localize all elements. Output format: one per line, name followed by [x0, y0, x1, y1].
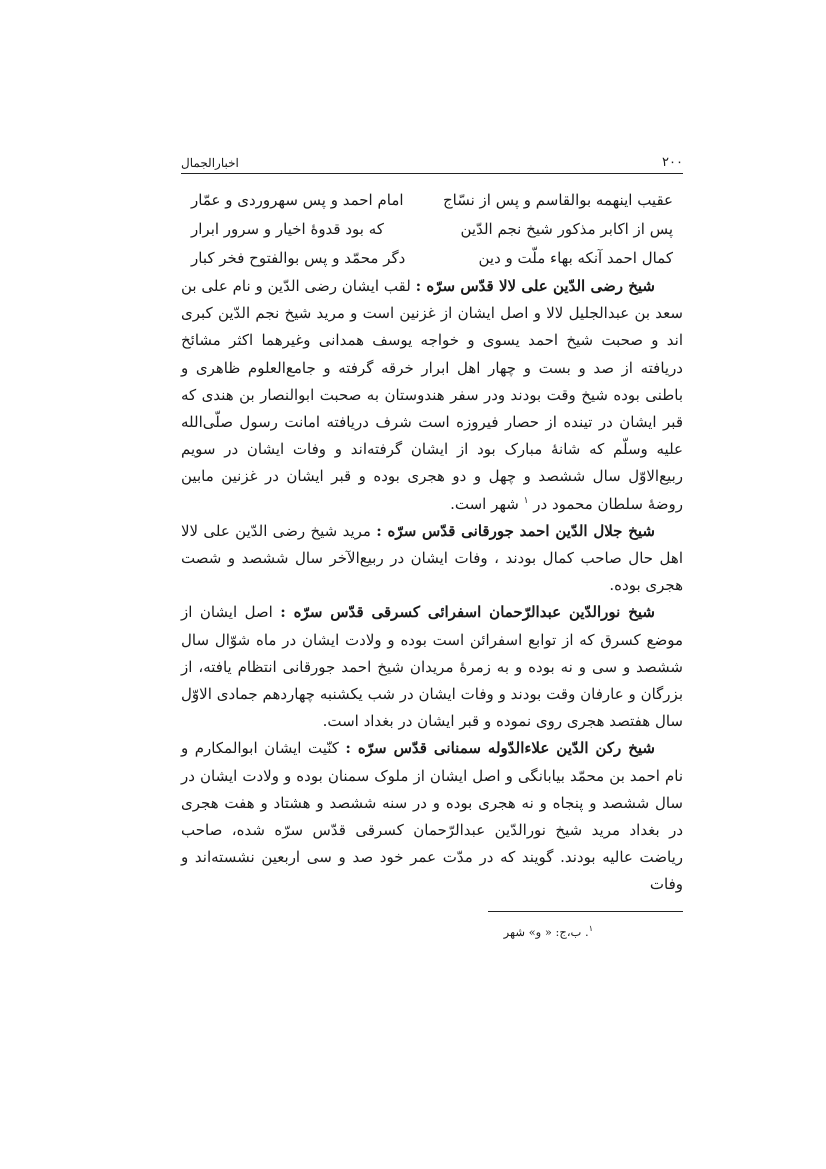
entry-text: لقب ایشان رضی الدّین و نام علی بن سعد بن عبدالجلیل لالا و اصل ایشان از غزنین است و مرید شیخ نجم الدّین کبری اند و صحبت شیخ احمد یسوی و خواجه یوسف همدانی وغیرهما اکثر مشائخ دریافته از صد و بست و چهار اهل ابرار خرقه گرفته و جامع‌العلوم ظاهری و باطنی بوده شیخ وقت بودند ودر سفر هندوستان به صحبت ابوالنصار بن هندی که قبر ایشان در تینده از حصار فیروزه است شرف دریافته امانت رسول صلّی‌الله علیه وسلّم که شانهٔ مبارک بود از ایشان گرفته‌اند و وفات ایشان در سویم ربیع‌الاوّل سال ششصد و چهل و دو هجری بوده و قبر ایشان در غزنین مابین روضهٔ سلطان محمود در [181, 277, 683, 513]
biography-entry [181, 735, 683, 898]
entry-text: مرید شیخ رضی الدّین علی لالا اهل حال صاحب کمال بودند ، وفات ایشان در ربیع‌الآخر سال ششصد و شصت هجری بوده. [181, 521, 683, 595]
footnote [181, 920, 593, 941]
footnotes [181, 920, 683, 941]
verse-first-hemistich: کمال احمد آنکه بهاء ملّت و دین [478, 249, 673, 267]
verse-line [181, 215, 683, 244]
verse-first-hemistich: عقیب اینهمه بوالقاسم و پس از نسّاج [442, 191, 673, 209]
poem-verses [181, 186, 683, 273]
book-title: اخبارالجمال [181, 156, 239, 170]
verse-first-hemistich: پس از اکابر مذکور شیخ نجم الدّین [460, 220, 673, 238]
biography-entry [181, 599, 683, 735]
entry-heading: شیخ رضی الدّین علی لالا قدّس سرّه : [415, 277, 655, 295]
verse-second-hemistich: امام احمد و پس سهروردی و عمّار [191, 191, 404, 209]
verse-second-hemistich: دگر محمّد و پس بوالفتوح فخر کبار [191, 249, 406, 267]
body-text [181, 273, 683, 899]
entry-text: اصل ایشان از موضع کسرق که از توابع اسفرائن است بوده و ولادت ایشان در ماه شوّال سال ششصد و سی و نه بوده و به زمرهٔ مریدان شیخ احمد جورقانی انتظام یافته، از بزرگان و عارفان وقت بودند و وفات ایشان در شب یکشنبه چهاردهم جمادی الاوّل سال هفتصد هجری روی نموده و قبر ایشان در بغداد است. [181, 603, 684, 731]
book-page [181, 140, 683, 941]
footnote-reference[interactable]: ۱ [523, 495, 529, 506]
biography-entry [181, 273, 683, 518]
biography-entry [181, 518, 683, 600]
footnote-number: ۱ [588, 923, 593, 933]
verse-line [181, 244, 683, 273]
entry-heading: شیخ نورالدّین عبدالرّحمان اسفرائی کسرقی قدّس سرّه : [280, 603, 655, 622]
running-head [181, 140, 683, 174]
footnote-text: . ب،ج: « و» شهر [503, 924, 589, 939]
entry-heading: شیخ جلال الدّین احمد جورقانی قدّس سرّه : [376, 521, 655, 540]
footnote-separator [488, 911, 683, 912]
entry-heading: شیخ رکن الدّین علاءالدّوله سمنانی قدّس سرّه : [345, 739, 656, 758]
verse-line [181, 186, 683, 215]
entry-text-continued: شهر است. [450, 494, 524, 513]
entry-text: کنّیت ایشان ابوالمکارم و نام احمد بن محمّد بیابانگی و اصل ایشان از ملوک سمنان بوده و ولادت ایشان در سال ششصد و پنجاه و نه هجری بوده و در سنه ششصد و هشتاد و هفت هجری در بغداد مرید شیخ نورالدّین عبدالرّحمان کسرقی قدّس سرّه شده، صاحب ریاضت عالیه بودند. گویند که در مدّت عمر خود صد و سی اربعین نشسته‌اند و وفات [181, 739, 683, 894]
page-number: ۲۰۰ [662, 155, 683, 170]
verse-second-hemistich: که بود قدوهٔ اخیار و سرور ابرار [191, 220, 384, 238]
